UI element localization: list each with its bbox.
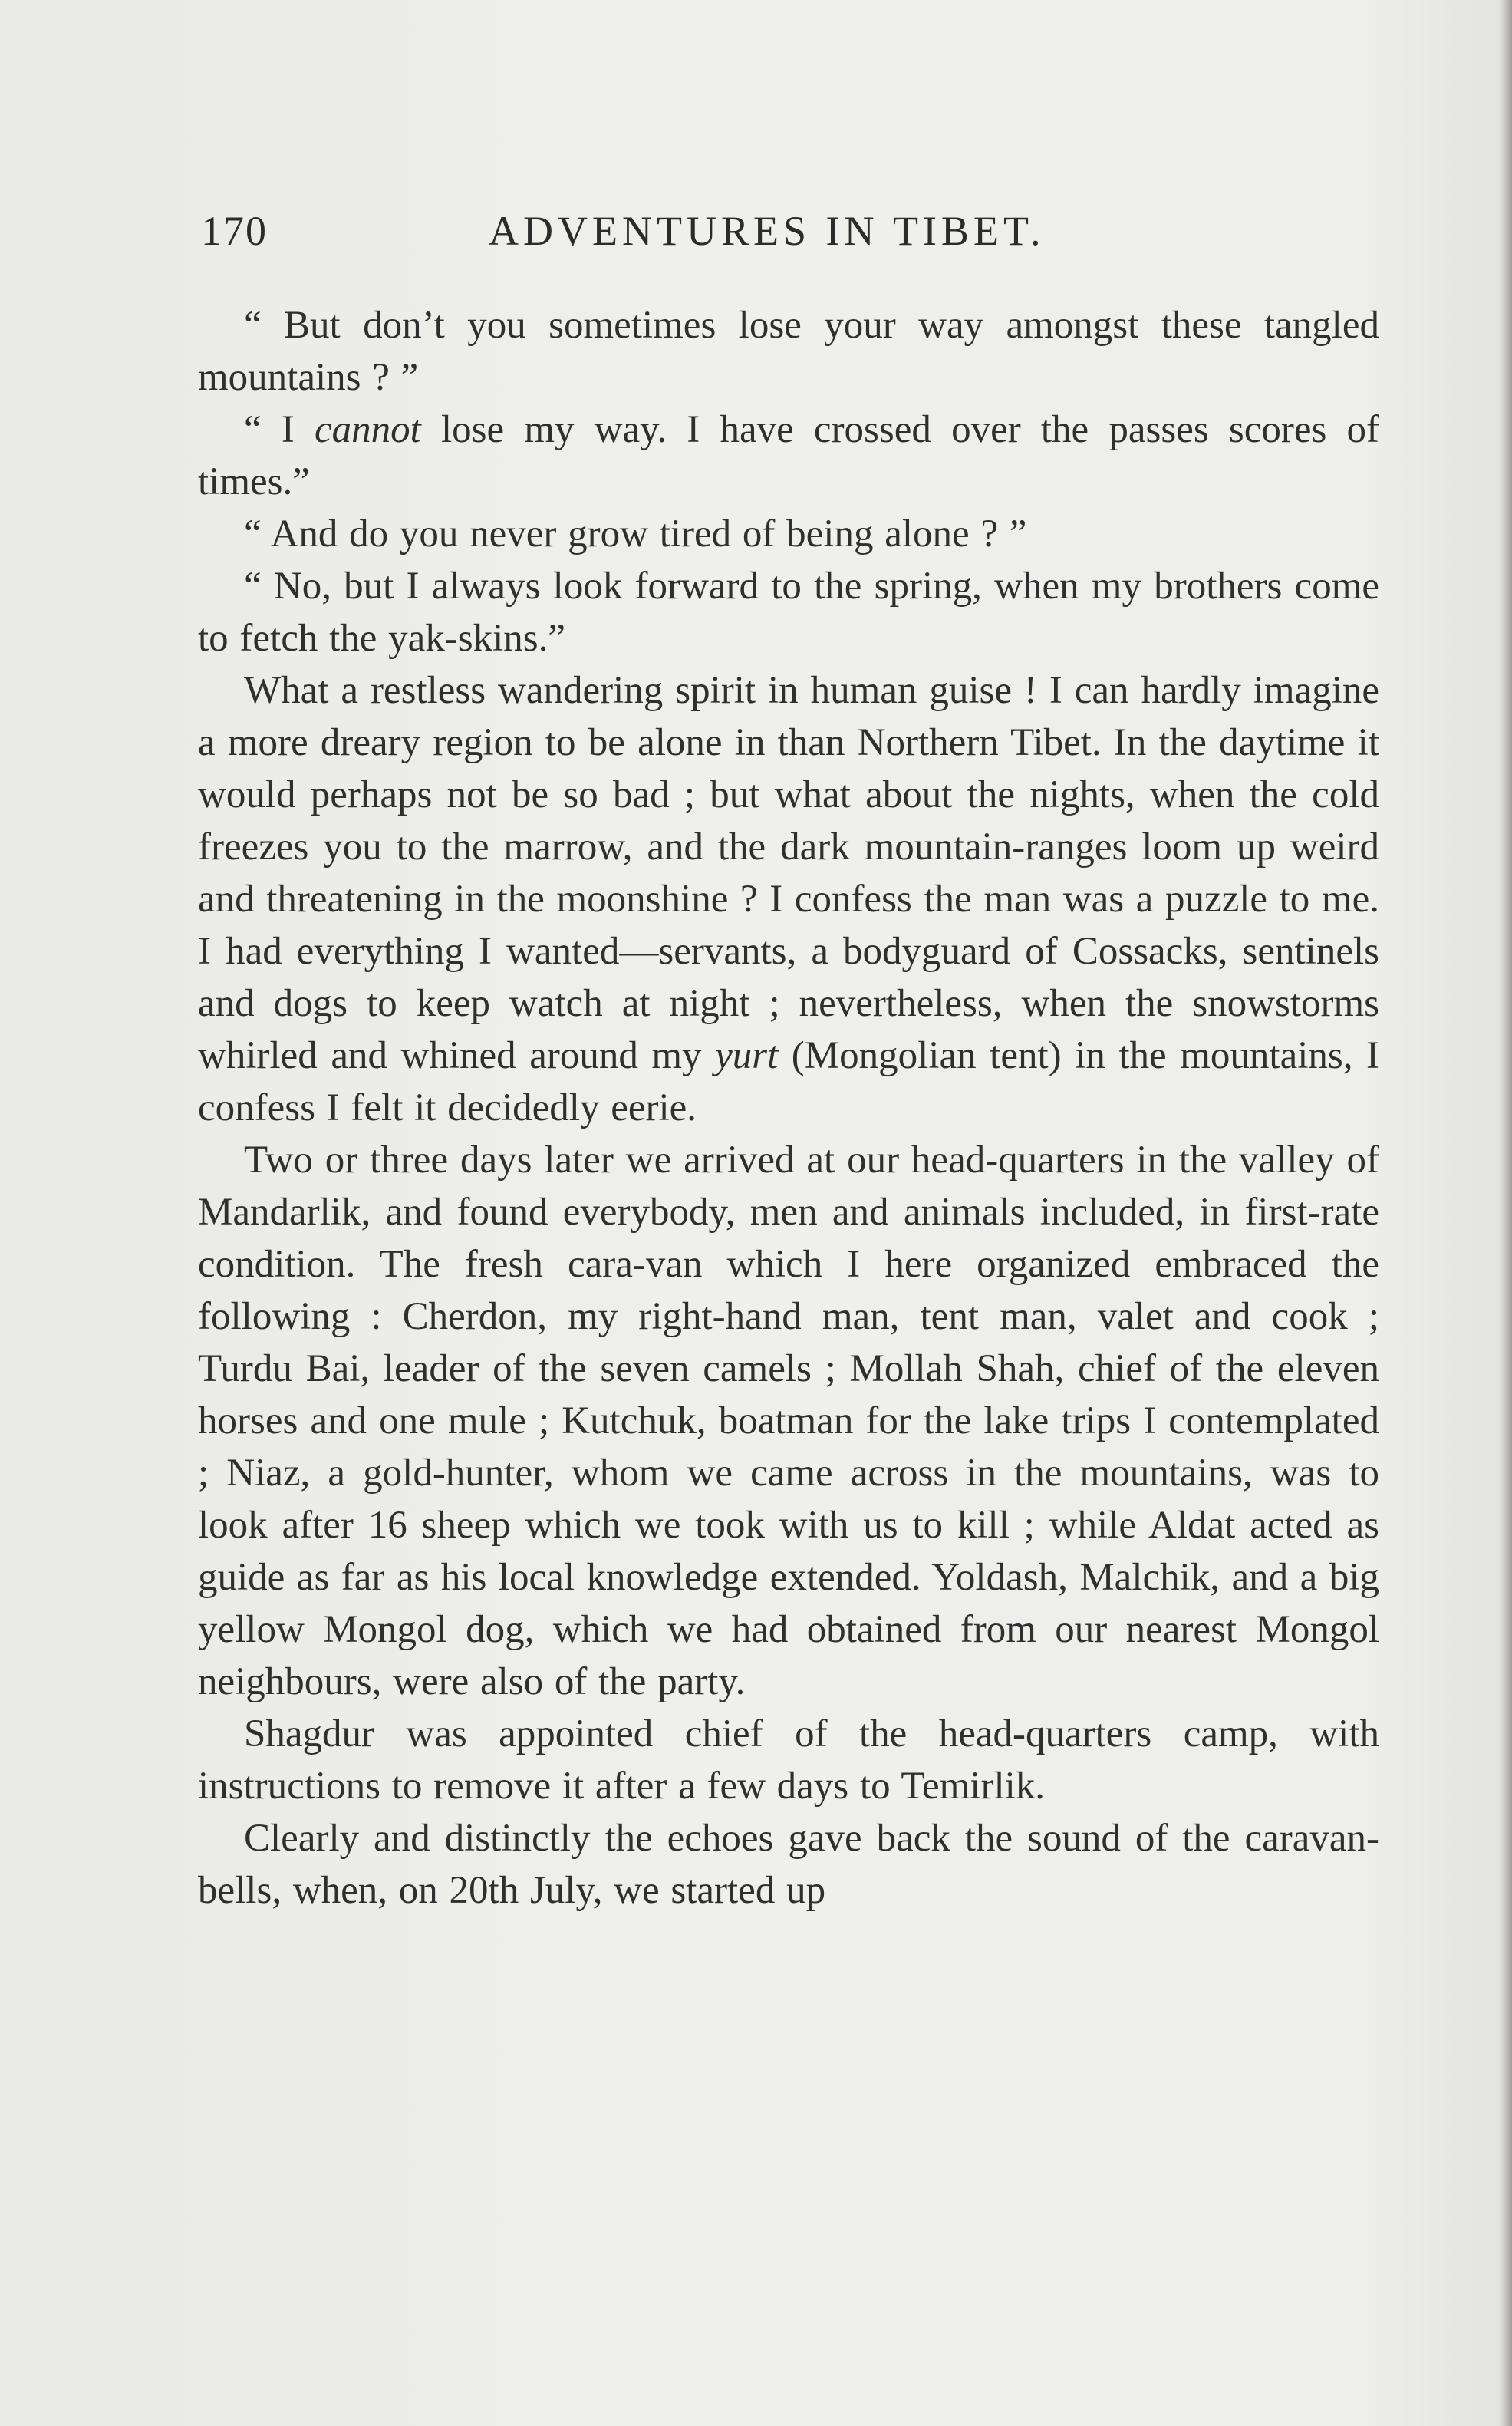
paragraph-1: “ But don’t you sometimes lose your way amongst these tangled mountains ? ” [198, 304, 1379, 399]
paragraph-3: “ And do you never grow tired of being alone ? ” [244, 513, 1027, 555]
paragraph-6: Two or three days later we arrived at our head-quarters in the valley of Mandarlik, and found everybody, men and animals included, in first-rate condition. The fresh cara-van which I here organized embraced the following : Cherdon, my right-hand man, tent man, valet and cook ; Turdu Bai, leader of the seven camels ; Mollah Shah, chief of the eleven horses and one mule ; Kutchuk, boatman for the lake trips I contemplated ; Niaz, a gold-hunter, whom we came across in the mountains, was to look after 16 sheep which we took with us to kill ; while Aldat acted as guide as far as his local knowledge extended. Yoldash, Malchik, and a big yellow Mongol dog, which we had obtained from our nearest Mongol neighbours, were also of the party. [198, 1139, 1379, 1703]
paragraph-2-open: “ I [244, 408, 315, 451]
paragraph-5 [198, 664, 1379, 1134]
paragraph-8: Clearly and distinctly the echoes gave back the sound of the caravan-bells, when, on 20th July, we started up [198, 1817, 1379, 1912]
page-edge-shadow [1500, 0, 1512, 2426]
paragraph-7: Shagdur was appointed chief of the head-quarters camp, with instructions to remove it after a few days to Temirlik. [198, 1712, 1379, 1808]
paragraph-5-after: (Mongolian tent) in the mountains, I confess I felt it decidedly eerie. [198, 1034, 1379, 1129]
paragraph-4: “ No, but I always look forward to the spring, when my brothers come to fetch the yak-skins.” [198, 565, 1379, 660]
paragraph-2-rest: lose my way. I have crossed over the passes scores of times.” [198, 408, 1379, 503]
paragraph-5-emphasis: yurt [715, 1034, 779, 1077]
page-header [201, 207, 1381, 269]
page-number: 170 [201, 208, 268, 254]
paragraph-2 [198, 404, 1379, 508]
running-title: ADVENTURES IN TIBET. [489, 208, 1046, 254]
paragraph-2-emphasis: cannot [315, 408, 421, 451]
body-text [198, 299, 1379, 1917]
paragraph-5-before: What a restless wandering spirit in human guise ! I can hardly imagine a more dreary region to be alone in than Northern Tibet. In the daytime it would perhaps not be so bad ; but what about the nights, when the cold freezes you to the marrow, and the dark mountain-ranges loom up weird and threatening in the moonshine ? I confess the man was a puzzle to me. I had everything I wanted—servants, a bodyguard of Cossacks, sentinels and dogs to keep watch at night ; nevertheless, when the snowstorms whirled and whined around my [198, 669, 1379, 1077]
